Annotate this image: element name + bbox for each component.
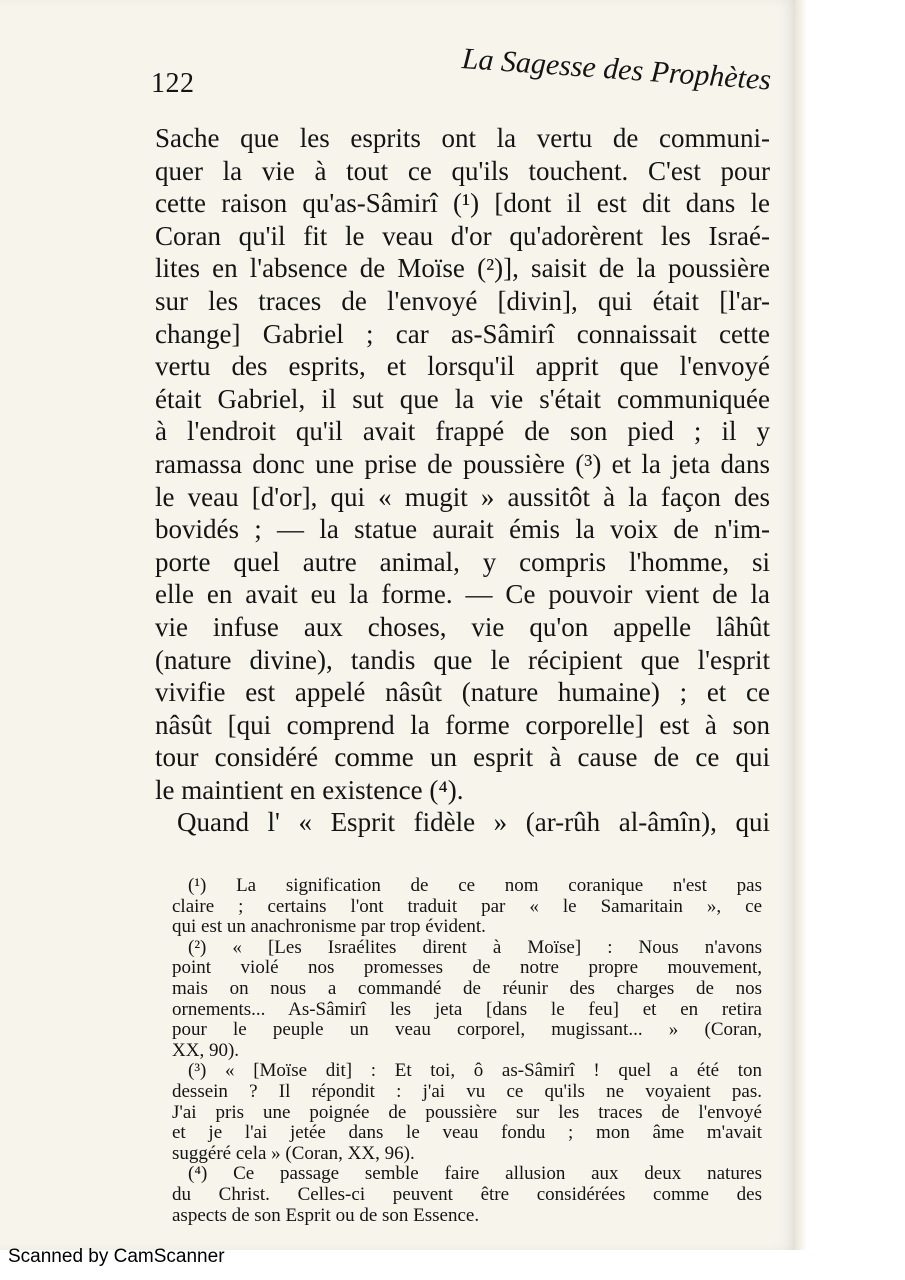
body-line: elle en avait eu la forme. — Ce pouvoir vient de la (155, 579, 770, 610)
footnote-line: du Christ. Celles-ci peuvent être considérées comme des (172, 1183, 762, 1205)
footnote-line: dessein ? Il répondit : j'ai vu ce qu'ils ne voyaient pas. (172, 1080, 762, 1102)
body-line: vivifie est appelé nâsût (nature humaine) ; et ce (155, 677, 770, 708)
body-line: change] Gabriel ; car as-Sâmirî connaissait cette (155, 318, 770, 349)
body-line: sur les traces de l'envoyé [divin], qui était [l'ar- (155, 285, 770, 316)
body-line: le maintient en existence (⁴). (155, 774, 464, 805)
footnote-line: (¹) La signification de ce nom coranique n'est pas (188, 875, 762, 896)
body-line: bovidés ; — la statue aurait émis la voix de n'im- (155, 514, 770, 545)
footnote-line: (³) « [Moïse dit] : Et toi, ô as-Sâmirî ! quel a été ton (188, 1060, 762, 1082)
footnote-line: aspects de son Esprit ou de son Essence. (172, 1204, 480, 1226)
footnote-line: point violé nos promesses de notre propre mouvement, (172, 957, 762, 979)
body-line: le veau [d'or], qui « mugit » aussitôt à la façon des (155, 481, 770, 512)
footnote-line: claire ; certains l'ont traduit par « le Samaritain », ce (172, 895, 762, 917)
body-line: était Gabriel, il sut que la vie s'était communiquée (155, 383, 770, 414)
body-line: Sache que les esprits ont la vertu de communi- (155, 123, 770, 153)
body-line: lites en l'absence de Moïse (²)], saisit de la poussière (155, 253, 770, 284)
main-text (155, 122, 770, 839)
body-line: porte quel autre animal, y compris l'homme, si (155, 546, 770, 577)
body-line: à l'endroit qu'il avait frappé de son pied ; il y (155, 416, 770, 447)
body-line: nâsût [qui comprend la forme corporelle] est à son (155, 709, 770, 740)
footnotes (172, 876, 762, 1226)
footnote-line: pour le peuple un veau corporel, mugissant... » (Coran, (172, 1019, 762, 1041)
body-line: Quand l' « Esprit fidèle » (ar-rûh al-âmîn), qui (177, 807, 770, 838)
footnote-line: (⁴) Ce passage semble faire allusion aux deux natures (188, 1163, 762, 1185)
body-line: vertu des esprits, et lorsqu'il apprit que l'envoyé (155, 351, 770, 382)
running-title: La Sagesse des Prophètes (460, 42, 773, 97)
footnote-line: (²) « [Les Israélites dirent à Moïse] : Nous n'avons (188, 936, 762, 958)
footnote-line: qui est un anachronisme par trop évident. (172, 916, 486, 938)
page-edge (795, 0, 807, 1250)
body-line: cette raison qu'as-Sâmirî (¹) [dont il est dit dans le (155, 188, 770, 219)
footnote-line: suggéré cela » (Coran, XX, 96). (172, 1142, 415, 1164)
body-line: vie infuse aux choses, vie qu'on appelle lâhût (155, 611, 770, 642)
body-line: ramassa donc une prise de poussière (³) et la jeta dans (155, 448, 770, 479)
body-line: Coran qu'il fit le veau d'or qu'adorèrent les Israé- (155, 220, 770, 251)
body-line: (nature divine), tandis que le récipient que l'esprit (155, 644, 770, 675)
body-line: tour considéré comme un esprit à cause de ce qui (155, 742, 770, 773)
footnote-line: et je l'ai jetée dans le veau fondu ; mon âme m'avait (172, 1122, 762, 1144)
body-line: quer la vie à tout ce qu'ils touchent. C'est pour (155, 155, 770, 186)
scanner-watermark: Scanned by CamScanner (8, 1246, 225, 1267)
page-number: 122 (151, 68, 195, 99)
footnote-line: ornements... As-Sâmirî les jeta [dans le feu] et en retira (172, 998, 762, 1020)
footnote-line: mais on nous a commandé de réunir des charges de nos (172, 977, 762, 999)
footnote-line: J'ai pris une poignée de poussière sur les traces de l'envoyé (172, 1101, 762, 1123)
footnote-line: XX, 90). (172, 1039, 240, 1061)
